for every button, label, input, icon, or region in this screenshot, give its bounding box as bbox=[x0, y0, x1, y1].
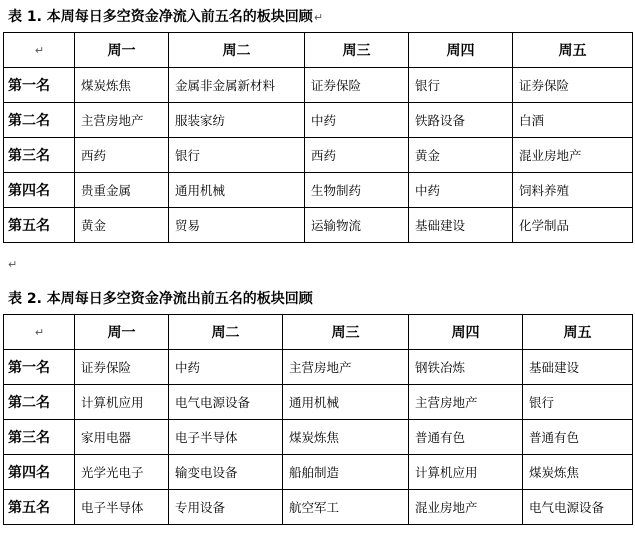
day-header: 周二 bbox=[169, 33, 305, 68]
table-row bbox=[4, 173, 633, 208]
day-header: 周二 bbox=[169, 315, 283, 350]
day-header: 周一 bbox=[75, 33, 169, 68]
sector-cell: 中药 bbox=[305, 103, 409, 138]
paragraph-mark-icon: ↵ bbox=[313, 11, 324, 24]
sector-cell: 主营房地产 bbox=[75, 103, 169, 138]
rank-cell: 第四名 bbox=[4, 173, 75, 208]
sector-cell: 混业房地产 bbox=[409, 490, 523, 525]
day-header: 周一 bbox=[75, 315, 169, 350]
rank-cell: 第二名 bbox=[4, 103, 75, 138]
sector-cell: 基础建设 bbox=[409, 208, 513, 243]
sector-cell: 电气电源设备 bbox=[169, 385, 283, 420]
sector-cell: 普通有色 bbox=[409, 420, 523, 455]
sector-cell: 证券保险 bbox=[75, 350, 169, 385]
sector-cell: 银行 bbox=[169, 138, 305, 173]
sector-cell: 光学光电子 bbox=[75, 455, 169, 490]
table-row bbox=[4, 490, 633, 525]
sector-cell: 银行 bbox=[409, 68, 513, 103]
sector-cell: 电子半导体 bbox=[75, 490, 169, 525]
sector-cell: 中药 bbox=[409, 173, 513, 208]
sector-cell: 金属非金属新材料 bbox=[169, 68, 305, 103]
sector-cell: 黄金 bbox=[75, 208, 169, 243]
sector-cell: 证券保险 bbox=[305, 68, 409, 103]
table-row bbox=[4, 385, 633, 420]
rank-cell: 第一名 bbox=[4, 350, 75, 385]
sector-cell: 煤炭炼焦 bbox=[523, 455, 633, 490]
sector-cell: 混业房地产 bbox=[513, 138, 633, 173]
rank-cell: 第三名 bbox=[4, 420, 75, 455]
sector-cell: 饲料养殖 bbox=[513, 173, 633, 208]
rank-cell: 第五名 bbox=[4, 490, 75, 525]
sector-cell: 服装家纺 bbox=[169, 103, 305, 138]
table-row bbox=[4, 455, 633, 490]
corner-cell bbox=[4, 315, 75, 350]
sector-cell: 证券保险 bbox=[513, 68, 633, 103]
sector-cell: 通用机械 bbox=[283, 385, 409, 420]
sector-cell: 中药 bbox=[169, 350, 283, 385]
sector-cell: 普通有色 bbox=[523, 420, 633, 455]
sector-cell: 主营房地产 bbox=[409, 385, 523, 420]
table-row bbox=[4, 208, 633, 243]
table-row bbox=[4, 68, 633, 103]
table2-caption: 表 2. 本周每日多空资金净流出前五名的板块回顾 bbox=[8, 291, 313, 307]
table-row bbox=[4, 350, 633, 385]
sector-cell: 西药 bbox=[75, 138, 169, 173]
day-header: 周五 bbox=[523, 315, 633, 350]
sector-cell: 铁路设备 bbox=[409, 103, 513, 138]
sector-cell: 通用机械 bbox=[169, 173, 305, 208]
inflow-table bbox=[3, 32, 633, 243]
outflow-table bbox=[3, 314, 633, 525]
sector-cell: 船舶制造 bbox=[283, 455, 409, 490]
sector-cell: 贵重金属 bbox=[75, 173, 169, 208]
rank-cell: 第一名 bbox=[4, 68, 75, 103]
sector-cell: 贸易 bbox=[169, 208, 305, 243]
sector-cell: 银行 bbox=[523, 385, 633, 420]
sector-cell: 电子半导体 bbox=[169, 420, 283, 455]
cell-end-mark-icon: ↵ bbox=[34, 44, 45, 57]
sector-cell: 煤炭炼焦 bbox=[283, 420, 409, 455]
rank-cell: 第三名 bbox=[4, 138, 75, 173]
sector-cell: 钢铁冶炼 bbox=[409, 350, 523, 385]
sector-cell: 基础建设 bbox=[523, 350, 633, 385]
day-header: 周四 bbox=[409, 315, 523, 350]
sector-cell: 化学制品 bbox=[513, 208, 633, 243]
corner-cell bbox=[4, 33, 75, 68]
sector-cell: 运输物流 bbox=[305, 208, 409, 243]
sector-cell: 家用电器 bbox=[75, 420, 169, 455]
table-row bbox=[4, 420, 633, 455]
table-row bbox=[4, 103, 633, 138]
sector-cell: 专用设备 bbox=[169, 490, 283, 525]
day-header: 周三 bbox=[283, 315, 409, 350]
sector-cell: 西药 bbox=[305, 138, 409, 173]
cell-end-mark-icon: ↵ bbox=[34, 326, 45, 339]
sector-cell: 输变电设备 bbox=[169, 455, 283, 490]
header-row bbox=[4, 315, 633, 350]
table1-caption: 表 1. 本周每日多空资金净流入前五名的板块回顾↵ bbox=[8, 9, 324, 25]
rank-cell: 第二名 bbox=[4, 385, 75, 420]
sector-cell: 计算机应用 bbox=[75, 385, 169, 420]
sector-cell: 主营房地产 bbox=[283, 350, 409, 385]
header-row bbox=[4, 33, 633, 68]
rank-cell: 第五名 bbox=[4, 208, 75, 243]
day-header: 周三 bbox=[305, 33, 409, 68]
sector-cell: 计算机应用 bbox=[409, 455, 523, 490]
sector-cell: 黄金 bbox=[409, 138, 513, 173]
sector-cell: 煤炭炼焦 bbox=[75, 68, 169, 103]
sector-cell: 生物制药 bbox=[305, 173, 409, 208]
sector-cell: 白酒 bbox=[513, 103, 633, 138]
day-header: 周五 bbox=[513, 33, 633, 68]
blank-paragraph-mark-icon: ↵ bbox=[8, 258, 18, 271]
day-header: 周四 bbox=[409, 33, 513, 68]
sector-cell: 电气电源设备 bbox=[523, 490, 633, 525]
table-row bbox=[4, 138, 633, 173]
rank-cell: 第四名 bbox=[4, 455, 75, 490]
sector-cell: 航空军工 bbox=[283, 490, 409, 525]
